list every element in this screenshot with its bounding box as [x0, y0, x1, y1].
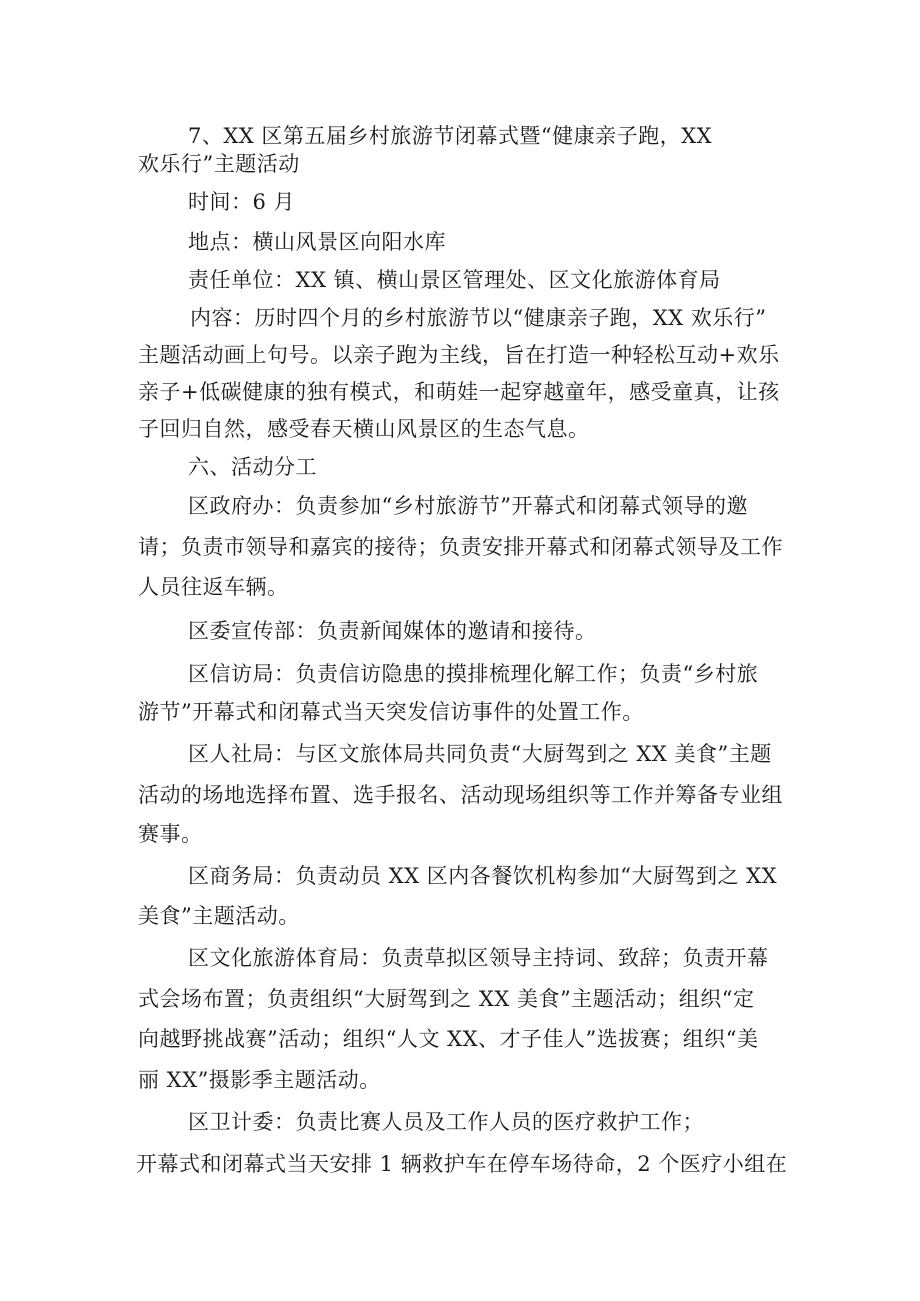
commerce-line-2: 美食”主题活动。 — [138, 904, 300, 928]
content-line-3: 亲子+低碳健康的独有模式，和萌娃一起穿越童年，感受童真，让孩 — [138, 380, 780, 404]
culture-line-1: 区文化旅游体育局：负责草拟区领导主持词、致辞；负责开幕 — [188, 946, 769, 970]
location-line: 地点：横山风景区向阳水库 — [188, 230, 446, 254]
culture-line-4: 丽 XX”摄影季主题活动。 — [138, 1068, 381, 1092]
hr-line-3: 赛事。 — [138, 822, 203, 846]
item-7-title-line-2: 欢乐行”主题活动 — [138, 152, 300, 176]
content-line-2: 主题活动画上句号。以亲子跑为主线，旨在打造一种轻松互动+欢乐 — [138, 343, 780, 367]
responsible-unit-line: 责任单位：XX 镇、横山景区管理处、区文化旅游体育局 — [188, 268, 721, 292]
health-line-2: 开幕式和闭幕式当天安排 1 辆救护车在停车场待命，2 个医疗小组在 — [136, 1152, 788, 1176]
time-line: 时间：6 月 — [188, 190, 296, 214]
gov-office-line-3: 人员往返车辆。 — [138, 575, 289, 599]
item-7-title-line-1: 7、XX 区第五届乡村旅游节闭幕式暨“健康亲子跑，XX — [188, 124, 713, 148]
content-line-4: 子回归自然，感受春天横山风景区的生态气息。 — [138, 417, 590, 441]
petition-line-2: 游节”开幕式和闭幕式当天突发信访事件的处置工作。 — [138, 700, 644, 724]
gov-office-line-2: 请；负责市领导和嘉宾的接待；负责安排开幕式和闭幕式领导及工作 — [138, 535, 783, 559]
gov-office-line-1: 区政府办：负责参加“乡村旅游节”开幕式和闭幕式领导的邀 — [188, 494, 748, 518]
hr-line-2: 活动的场地选择布置、选手报名、活动现场组织等工作并筹备专业组 — [138, 783, 783, 807]
hr-line-1: 区人社局：与区文旅体局共同负责“大厨驾到之 XX 美食”主题 — [188, 742, 772, 766]
culture-line-3: 向越野挑战赛”活动；组织“人文 XX、才子佳人”选拔赛；组织“美 — [138, 1027, 759, 1051]
health-line-1: 区卫计委：负责比赛人员及工作人员的医疗救护工作； — [188, 1110, 704, 1134]
publicity-line: 区委宣传部：负责新闻媒体的邀请和接待。 — [188, 619, 597, 643]
commerce-line-1: 区商务局：负责动员 XX 区内各餐饮机构参加“大厨驾到之 XX — [188, 864, 778, 888]
content-line-1: 内容：历时四个月的乡村旅游节以“健康亲子跑，XX 欢乐行” — [190, 306, 767, 330]
petition-line-1: 区信访局：负责信访隐患的摸排梳理化解工作；负责“乡村旅 — [188, 662, 759, 686]
culture-line-2: 式会场布置；负责组织“大厨驾到之 XX 美食”主题活动；组织“定 — [138, 987, 755, 1011]
section-heading: 六、活动分工 — [188, 455, 317, 479]
